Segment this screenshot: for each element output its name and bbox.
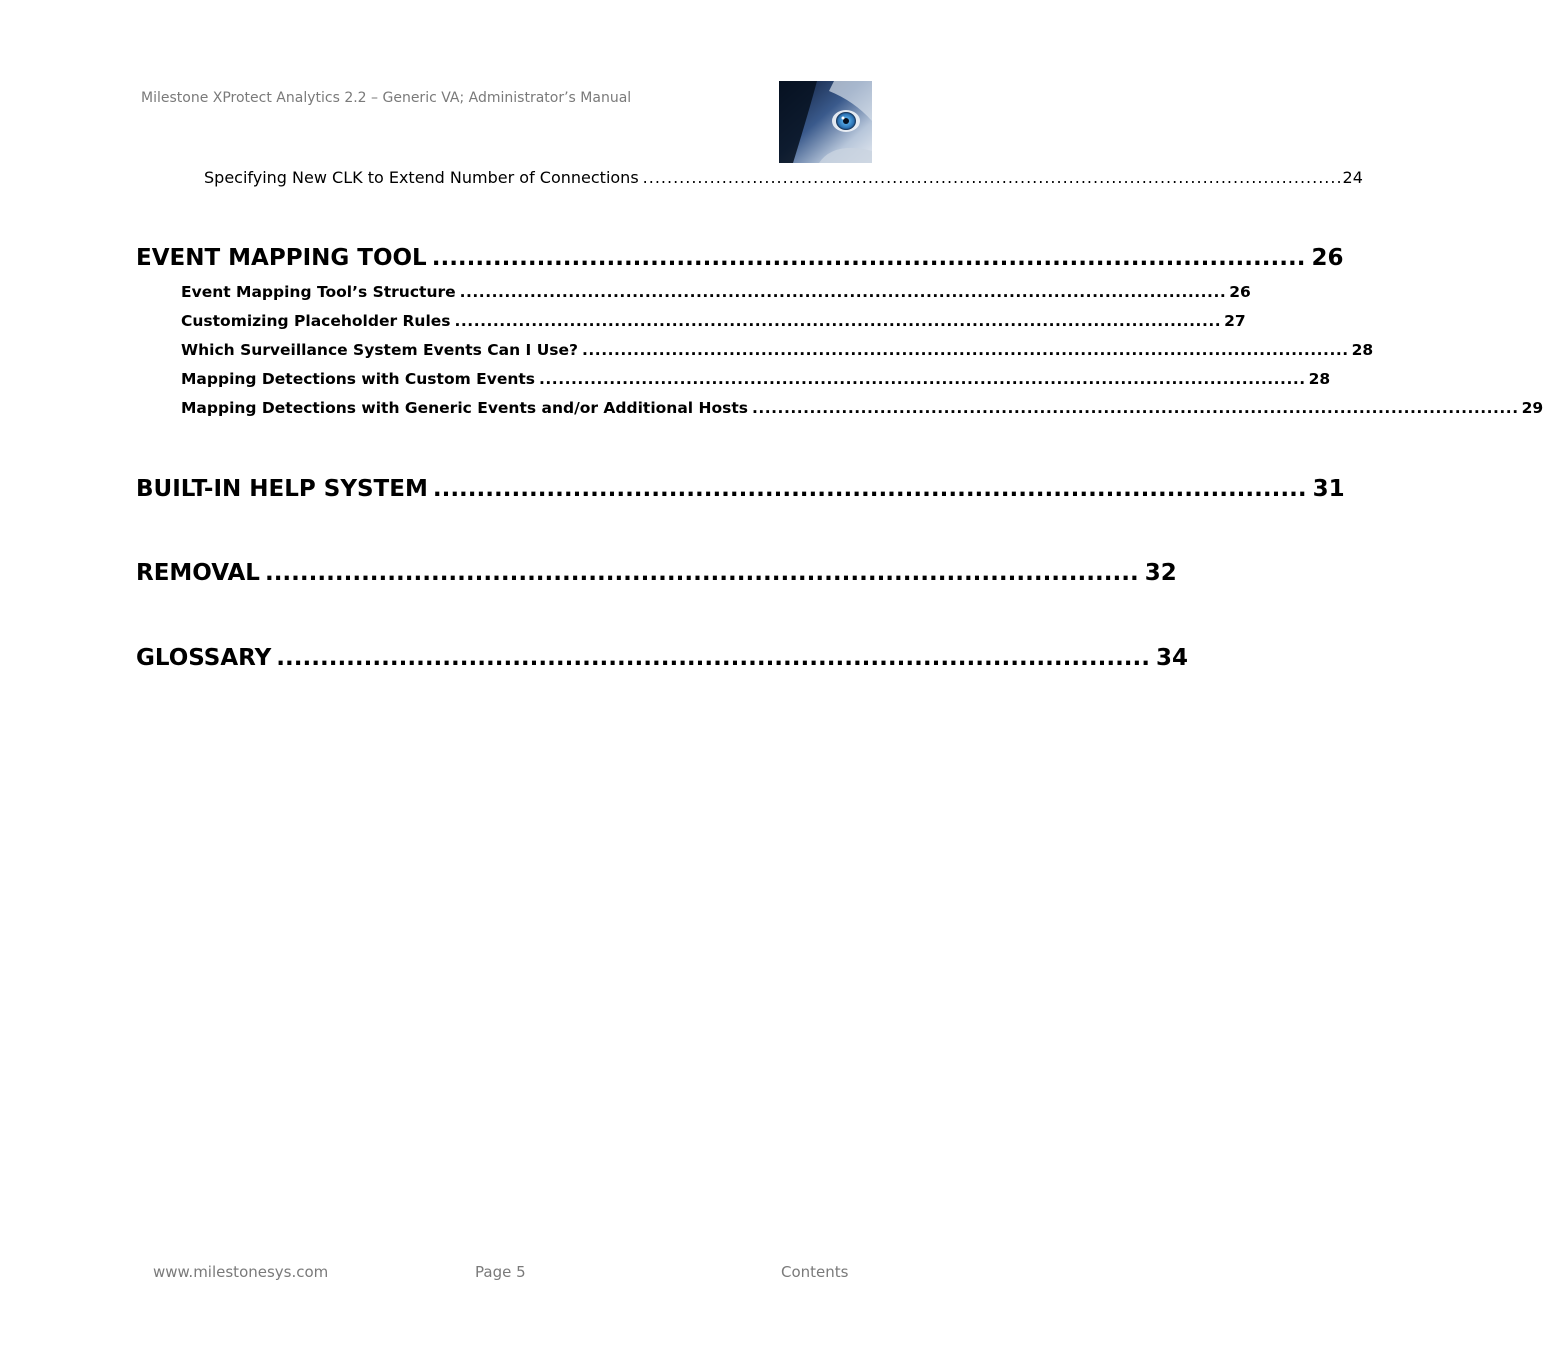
toc-page-number: 26: [1311, 245, 1344, 271]
toc-leader: ........................................................................................................................: [752, 399, 1519, 417]
toc-page-number: 32: [1144, 560, 1177, 586]
toc-label: Which Surveillance System Events Can I Use?: [181, 341, 579, 359]
footer-page-number: Page 5: [475, 1263, 526, 1281]
toc-label: Mapping Detections with Custom Events: [181, 370, 536, 388]
toc-label: Event Mapping Tool’s Structure: [181, 283, 456, 301]
toc-page-number: 28: [1308, 370, 1331, 388]
toc-leader: ...................................................................................................................: [642, 168, 1343, 187]
toc-chapter-builtin-help[interactable]: [136, 476, 1345, 502]
toc-page-number: 28: [1351, 341, 1374, 359]
toc-leader: ........................................................................................................................: [539, 370, 1306, 388]
toc-leader: ........................................................................................................................: [454, 312, 1222, 330]
toc-leader: ....................................................................................................: [264, 560, 1139, 586]
toc-page-number: 27: [1224, 312, 1246, 330]
toc-page-number: 34: [1156, 645, 1189, 671]
toc-label: Specifying New CLK to Extend Number of Connections: [204, 168, 639, 187]
toc-section-structure[interactable]: [181, 283, 1251, 301]
toc-chapter-event-mapping-tool[interactable]: [136, 245, 1344, 271]
toc-leader: ....................................................................................................: [431, 245, 1306, 271]
toc-label: BUILT-IN HELP SYSTEM: [136, 476, 428, 502]
toc-chapter-removal[interactable]: [136, 560, 1177, 586]
footer-website: www.milestonesys.com: [153, 1263, 329, 1281]
toc-label: GLOSSARY: [136, 645, 272, 671]
toc-label: REMOVAL: [136, 560, 260, 586]
toc-leader: ........................................................................................................................: [459, 283, 1227, 301]
header-title: Milestone XProtect Analytics 2.2 – Generic VA; Administrator’s Manual: [141, 90, 632, 106]
toc-section-surveillance-events[interactable]: [181, 341, 1374, 359]
toc-page-number: 29: [1521, 399, 1543, 417]
toc-leader: ....................................................................................................: [432, 476, 1307, 502]
toc-label: Mapping Detections with Generic Events and/or Additional Hosts: [181, 399, 748, 417]
toc-section-custom-events[interactable]: [181, 370, 1331, 388]
toc-section-placeholder-rules[interactable]: [181, 312, 1246, 330]
toc-leader: ....................................................................................................: [276, 645, 1151, 671]
toc-label: Customizing Placeholder Rules: [181, 312, 451, 330]
toc-page-number: 24: [1342, 168, 1363, 187]
toc-leader: ........................................................................................................................: [582, 341, 1349, 359]
wolf-eye-logo-icon: [779, 81, 872, 163]
toc-page-number: 31: [1312, 476, 1345, 502]
toc-label: EVENT MAPPING TOOL: [136, 245, 427, 271]
toc-subentry-clk[interactable]: [204, 168, 1363, 187]
toc-page-number: 26: [1229, 283, 1251, 301]
toc-chapter-glossary[interactable]: [136, 645, 1189, 671]
toc-section-generic-events[interactable]: [181, 399, 1543, 417]
footer-section: Contents: [781, 1263, 849, 1281]
